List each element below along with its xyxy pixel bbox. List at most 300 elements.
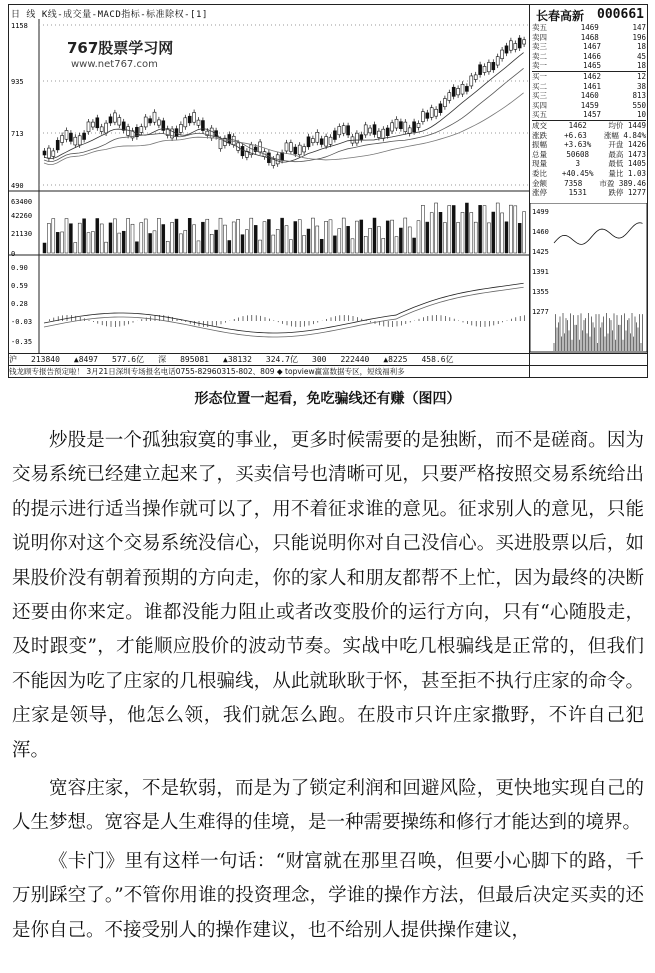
volume-bar — [272, 235, 275, 253]
volume-bar — [443, 223, 446, 253]
status-value: 577.6亿 — [112, 355, 145, 364]
volume-bar — [193, 225, 196, 253]
volume-bar — [377, 227, 380, 253]
volume-bar — [259, 240, 262, 253]
quote-cell: 3 — [575, 159, 580, 169]
candle-body — [109, 117, 112, 123]
intraday-tick-label: 1499 — [532, 208, 549, 216]
candle-body — [373, 125, 376, 135]
quote-cell: 最低 1405 — [608, 159, 646, 169]
volume-bar — [351, 239, 354, 253]
candle-body — [391, 123, 394, 131]
macd-tick-label: -0.03 — [11, 318, 33, 326]
volume-bar — [131, 224, 134, 253]
candle-body — [197, 120, 200, 125]
volume-bar — [364, 236, 367, 253]
candle-body — [307, 137, 310, 147]
quote-cell: 12 — [636, 71, 646, 81]
quote-cell: 买五 — [532, 110, 547, 120]
candle-body — [69, 133, 72, 141]
quote-cell: 卖四 — [532, 32, 547, 42]
volume-bar — [69, 224, 72, 253]
candle-body — [105, 123, 108, 133]
candle-body — [294, 147, 297, 154]
volume-bar — [523, 212, 526, 253]
status-value: 222440 — [340, 355, 370, 364]
candle-body — [404, 122, 407, 132]
volume-bar — [153, 231, 156, 253]
candle-body — [426, 113, 429, 118]
quote-cell: 量比 1.03 — [608, 168, 646, 178]
quote-cell: 147 — [632, 23, 646, 32]
candle-body — [483, 66, 486, 72]
volume-tick-label: 42260 — [11, 212, 33, 220]
candle-body — [56, 140, 59, 150]
candle-body — [465, 86, 468, 91]
volume-bar — [342, 218, 345, 253]
volume-bar — [254, 225, 257, 253]
quote-cell: 196 — [632, 32, 646, 42]
quote-cell: 均价 1449 — [608, 120, 646, 130]
stock-code: 000661 — [597, 7, 644, 22]
intraday-chart — [530, 203, 648, 353]
volume-bar — [228, 240, 231, 253]
candle-body — [386, 128, 389, 136]
quote-row — [532, 52, 646, 62]
quote-cell: 813 — [632, 91, 646, 101]
volume-bar — [215, 230, 218, 253]
quote-cell: 1531 — [568, 188, 587, 198]
volume-tick-label: 0 — [11, 250, 16, 258]
quote-cell: 10 — [636, 110, 646, 120]
candle-body — [179, 124, 182, 132]
volume-bar — [404, 218, 407, 253]
volume-bar — [347, 226, 350, 253]
volume-bar — [294, 222, 297, 253]
candle-body — [430, 108, 433, 118]
quote-cell: 振幅 — [532, 140, 547, 150]
volume-bar — [426, 222, 429, 253]
quote-cell: 卖三 — [532, 42, 547, 52]
volume-bar — [289, 240, 292, 253]
candle-body — [140, 127, 143, 133]
quote-cell: 7358 — [564, 178, 583, 188]
quote-row — [532, 159, 646, 169]
volume-bar — [144, 219, 147, 253]
volume-bar — [333, 236, 336, 253]
quote-cell: 45 — [636, 51, 646, 61]
quote-cell: 卖五 — [532, 23, 547, 32]
candle-body — [523, 40, 526, 44]
candle-body — [325, 137, 328, 146]
volume-bar — [56, 232, 59, 253]
quote-row — [532, 71, 646, 82]
candle-body — [153, 112, 156, 122]
candle-body — [474, 75, 477, 80]
quote-row — [532, 61, 646, 71]
volume-bar — [149, 233, 152, 253]
candle-body — [144, 117, 147, 127]
quote-cell: 1465 — [582, 61, 602, 71]
volume-bar — [263, 222, 266, 253]
macd-dif-line — [44, 283, 524, 333]
article-body — [12, 424, 644, 952]
candle-body — [329, 137, 332, 144]
volume-bar — [448, 206, 451, 253]
quote-cell: 550 — [632, 100, 646, 110]
volume-bar — [118, 233, 121, 253]
quote-cell: 最高 1473 — [608, 149, 646, 159]
volume-bar — [514, 206, 517, 253]
candle-body — [501, 50, 504, 59]
volume-bar — [457, 222, 460, 253]
candle-body — [421, 112, 424, 122]
quote-cell: 买三 — [532, 91, 547, 101]
volume-bar — [83, 219, 86, 253]
volume-bar — [241, 235, 244, 253]
intraday-tick-label: 1277 — [532, 308, 549, 316]
volume-bar — [470, 213, 473, 253]
candle-body — [496, 57, 499, 65]
candle-body — [443, 99, 446, 107]
volume-bar — [245, 230, 248, 253]
volume-bar — [65, 219, 68, 253]
status-value: 324.7亿 — [265, 355, 298, 364]
candle-body — [184, 118, 187, 127]
quote-cell: 1469 — [580, 23, 599, 32]
volume-bar — [492, 212, 495, 253]
quote-cell: 涨跌 — [532, 130, 547, 140]
quote-cell: 现量 — [532, 159, 547, 169]
volume-bar — [87, 233, 90, 253]
volume-bar — [391, 220, 394, 253]
status-value: 深 — [158, 355, 167, 364]
quote-cell: 1467 — [582, 42, 602, 52]
candle-body — [122, 122, 125, 130]
candle-body — [457, 88, 460, 94]
volume-bar — [43, 243, 46, 253]
quote-cell: 市盈 389.46 — [599, 178, 646, 188]
volume-bar — [232, 222, 235, 253]
quote-cell: 38 — [636, 81, 646, 91]
candle-body — [281, 153, 284, 161]
candle-body — [298, 145, 301, 155]
intraday-price-line — [554, 223, 643, 245]
volume-bar — [91, 232, 94, 253]
price-tick-label: 935 — [11, 78, 24, 86]
candle-body — [413, 122, 416, 132]
stock-name: 长春高新 — [536, 9, 585, 23]
candle-body — [399, 122, 402, 129]
volume-bar — [461, 212, 464, 253]
candle-body — [74, 137, 77, 145]
volume-bar — [100, 224, 103, 253]
intraday-tick-label: 1391 — [532, 268, 549, 276]
candle-body — [461, 84, 464, 94]
candle-body — [514, 44, 517, 50]
paragraph: 炒股是一个孤独寂寞的事业，更多时候需要的是独断，而不是磋商。因为交易系统已经建立起来了，买卖信号也清晰可见，只要严格按照交易系统给出的提示进行适当操作就可以了，用不着征求谁的意见。征求别人的意见，只能说明你对这个交易系统没信心，只能说明你对自己没信心。买进股票以后，如果股价没有朝着预期的方向走，你的家人和朋友都帮不上忙，因为最终的决断还要由你来定。谁都没能力阻止或者改变股价的运行方向，只有“心随股走，及时跟变”，才能顺应股价的波动节奏。实战中吃几根骗线是正常的，但我们不能因为吃了庄家的几根骗线，从此就耿耿于怀，甚至拒不执行庄家的命令。庄家是领导，他怎么领，我们就怎么跑。在股市只许庄家撒野，不许自己犯浑。 — [12, 430, 644, 761]
quote-cell: 1457 — [582, 110, 602, 120]
volume-bar — [338, 229, 341, 253]
quote-row — [532, 33, 646, 43]
status-value: 213840 — [31, 355, 60, 364]
price-tick-label: 490 — [11, 182, 24, 190]
candle-body — [320, 139, 323, 145]
quote-cell: +6.63 — [564, 130, 587, 140]
volume-bar — [413, 238, 416, 253]
volume-bar — [501, 213, 504, 253]
volume-bar — [171, 222, 174, 253]
volume-bar — [162, 225, 165, 253]
candle-body — [316, 132, 319, 142]
volume-bar — [316, 226, 319, 253]
candle-body — [96, 118, 99, 128]
candle-body — [435, 109, 438, 116]
status-value: ▲8225 — [383, 355, 408, 364]
volume-bar — [179, 234, 182, 253]
candle-body — [118, 118, 121, 126]
status-value: ▲8497 — [73, 355, 98, 364]
volume-bar — [127, 218, 130, 253]
quote-cell: 委比 — [532, 168, 547, 178]
volume-bar — [52, 219, 55, 253]
volume-bar — [105, 242, 108, 253]
candle-body — [452, 87, 455, 96]
volume-bar — [355, 221, 358, 253]
watermark-logo: 767股票学习网 — [67, 39, 174, 57]
candle-body — [377, 131, 380, 137]
quote-cell: 50608 — [566, 149, 589, 159]
candle-body — [505, 46, 508, 53]
volume-bar — [369, 228, 372, 253]
volume-bar — [140, 223, 143, 253]
candle-body — [439, 104, 442, 113]
volume-bar — [452, 205, 455, 253]
volume-bar — [373, 218, 376, 253]
volume-bar — [465, 203, 468, 253]
paragraph: 《卡门》里有这样一句话：“财富就在那里召唤，但要小心脚下的路，千万别踩空了。”不管你用谁的投资理念，学谁的操作方法，但最后决定买卖的还是你自己。不接受别人的操作建议，也不给别人提供操作建议， — [12, 850, 644, 941]
quote-row — [532, 169, 646, 179]
volume-bar — [96, 218, 99, 253]
volume-bar — [61, 232, 64, 253]
candle-body — [382, 129, 385, 138]
quote-row — [532, 150, 646, 160]
candle-body — [347, 126, 350, 135]
candle-body — [210, 128, 213, 138]
volume-bar — [329, 220, 332, 253]
macd-tick-label: 0.59 — [11, 282, 28, 290]
candle-body — [355, 133, 358, 143]
volume-bar — [298, 220, 301, 253]
quote-row — [532, 120, 646, 131]
volume-bar — [382, 238, 385, 253]
macd-tick-label: 0.90 — [11, 264, 28, 272]
candle-body — [360, 135, 363, 140]
status-value: 895081 — [180, 355, 209, 364]
candle-body — [188, 116, 191, 123]
candle-body — [364, 125, 367, 135]
volume-bar — [157, 218, 160, 253]
quote-row — [532, 131, 646, 141]
volume-bar — [505, 222, 508, 253]
candle-body — [219, 139, 222, 148]
candle-body — [338, 126, 341, 134]
quote-row — [532, 140, 646, 150]
volume-bar — [518, 223, 521, 253]
volume-bar — [281, 218, 284, 253]
volume-bar — [395, 237, 398, 253]
price-tick-label: 1158 — [11, 22, 28, 30]
quote-row — [532, 188, 646, 198]
volume-bar — [78, 223, 81, 253]
candle-body — [78, 136, 81, 145]
volume-bar — [386, 221, 389, 253]
quote-row — [532, 23, 646, 33]
candle-body — [311, 139, 314, 143]
volume-bar — [267, 219, 270, 253]
quote-cell: 1460 — [580, 91, 599, 101]
macd-tick-label: -0.35 — [11, 338, 33, 346]
volume-bar — [113, 219, 116, 253]
quote-cell: 卖一 — [532, 61, 547, 71]
candle-body — [333, 131, 336, 140]
quote-row — [532, 101, 646, 111]
quote-row — [532, 91, 646, 101]
volume-bar — [430, 213, 433, 253]
candle-body — [492, 62, 495, 69]
candle-body — [65, 130, 68, 139]
volume-bar — [303, 235, 306, 253]
volume-bar — [408, 227, 411, 253]
volume-bar — [325, 221, 328, 253]
candle-body — [43, 151, 46, 155]
quote-cell: 1466 — [582, 51, 602, 61]
volume-bar — [237, 219, 240, 253]
intraday-tick-label: 1355 — [532, 288, 549, 296]
candle-body — [395, 119, 398, 128]
volume-bar — [175, 219, 178, 253]
quote-row — [532, 42, 646, 52]
status-value: 300 — [312, 355, 327, 364]
quote-cell: 18 — [636, 42, 646, 52]
volume-bar — [285, 226, 288, 253]
quote-cell: 1462 — [582, 71, 602, 81]
candle-body — [47, 148, 50, 158]
quote-cell: 买四 — [532, 100, 547, 110]
volume-bar — [360, 220, 363, 253]
volume-bar — [109, 223, 112, 253]
candle-body — [91, 122, 94, 127]
quote-cell: 跌停 1277 — [608, 188, 646, 198]
volume-bar — [307, 229, 310, 253]
candle-body — [408, 128, 411, 134]
volume-bar — [421, 205, 424, 253]
candle-body — [369, 128, 372, 133]
candle-body — [193, 113, 196, 123]
volume-bar — [122, 231, 125, 253]
quote-cell: 涨幅 4.84% — [603, 130, 646, 140]
macd-tick-label: 0.28 — [11, 300, 28, 308]
quote-cell: 成交 — [532, 120, 547, 130]
intraday-tick-label: 1425 — [532, 248, 549, 256]
candle-body — [479, 65, 482, 75]
macd-dea-line — [44, 287, 524, 337]
candle-body — [100, 127, 103, 132]
paragraph: 宽容庄家，不是软弱，而是为了锁定利润和回避风险，更快地实现自己的人生梦想。宽容是人生难得的佳境，是一种需要操练和修行才能达到的境界。 — [12, 778, 644, 834]
candle-body — [518, 38, 521, 48]
stock-chart-figure — [8, 4, 648, 378]
news-ticker: 钱龙顾专报告预定啦！ 3月21日深圳专场报名电话0755-82960315-802、809 ◆ topview赢富数据专区，短线福利多 — [9, 365, 647, 378]
figure-caption: 形态位置一起看，免吃骗线还有赚（图四） — [194, 391, 461, 407]
candle-body — [61, 135, 64, 142]
candle-body — [113, 113, 116, 122]
volume-bar — [223, 225, 226, 253]
volume-bar — [250, 218, 253, 253]
quote-cell: 买二 — [532, 81, 547, 91]
quote-cell: 金额 — [532, 178, 547, 188]
volume-bar — [219, 218, 222, 253]
watermark-url: www.net767.com — [71, 59, 158, 70]
volume-bar — [474, 222, 477, 253]
candle-body — [342, 126, 345, 134]
quote-cell: +3.63% — [564, 140, 592, 150]
volume-bar — [399, 228, 402, 253]
candle-body — [87, 122, 90, 132]
status-value: 沪 — [9, 355, 17, 364]
chart-title: 日 线 K线-成交量-MACD指标-标准除权-[1] — [11, 10, 208, 20]
candle-body — [509, 41, 512, 50]
candle-body — [127, 127, 130, 136]
candle-body — [149, 119, 152, 123]
volume-bar — [206, 219, 209, 253]
candle-body — [52, 151, 55, 157]
volume-bar — [135, 242, 138, 253]
volume-tick-label: 63400 — [11, 198, 33, 206]
volume-bar — [479, 205, 482, 253]
quote-cell: 总量 — [532, 149, 547, 159]
quote-cell: +40.45% — [561, 168, 594, 178]
candle-body — [448, 93, 451, 101]
volume-bar — [487, 223, 490, 253]
status-value: ▲38132 — [223, 355, 252, 364]
candle-body — [487, 62, 490, 71]
candle-body — [157, 120, 160, 125]
quote-cell: 卖二 — [532, 51, 547, 61]
volume-bar — [435, 203, 438, 253]
intraday-tick-label: 1460 — [532, 228, 549, 236]
quote-cell: 涨停 — [532, 188, 547, 198]
quote-row — [532, 179, 646, 189]
price-tick-label: 713 — [11, 130, 24, 138]
quote-cell: 18 — [636, 61, 646, 71]
volume-bar — [417, 221, 420, 253]
status-value: 458.6亿 — [421, 355, 454, 364]
volume-bar — [509, 205, 512, 253]
volume-bar — [496, 203, 499, 253]
quote-cell: 1459 — [580, 100, 599, 110]
volume-bar — [320, 239, 323, 253]
quote-cell: 1461 — [582, 81, 602, 91]
candle-body — [285, 143, 288, 151]
volume-bar — [188, 218, 191, 253]
volume-bar — [439, 212, 442, 253]
quote-row — [532, 110, 646, 120]
quote-row — [532, 82, 646, 92]
candle-body — [470, 76, 473, 86]
quote-cell: 开盘 1426 — [608, 140, 646, 150]
candle-body — [289, 143, 292, 152]
quote-panel — [529, 5, 648, 377]
